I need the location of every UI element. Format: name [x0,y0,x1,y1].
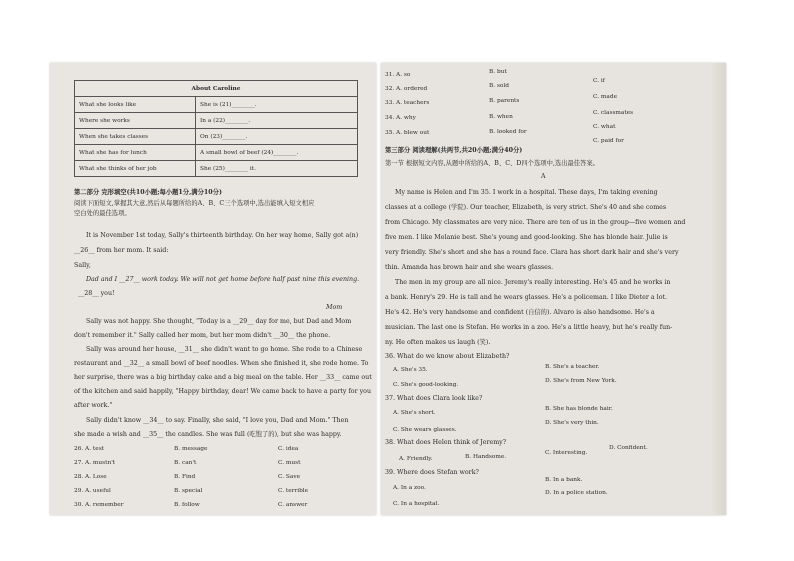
question: 37. What does Clara look like? [385,395,483,402]
option: 27. A. mustn't [74,460,116,466]
passage-line: she made a wish and __35__ the candles. She was full (吃饱了的), but she was happy. [74,431,342,438]
passage-line: Dad and I __27__ work today. We will not get home before half past nine this evening. [86,276,360,283]
table-heading: About Caroline [75,81,358,97]
option: 35. A. blew out [385,130,430,136]
question: 38. What does Helen think of Jeremy? [385,439,507,446]
option: B. sold [489,83,509,89]
table-cell: What she has for lunch [75,145,196,161]
part2-instructions-line: 阅读下面短文,掌握其大意,然后从每题所给的A、B、C三个选项中,选出能填入短文相应 [74,200,315,207]
passage-line: five men. I like Melanie best. She's young and good-looking. She has blonde hair. Julie is [385,234,668,241]
table-cell: In a (22)________. [196,113,358,129]
passage-line: Sally was around her house, __31__ she didn't want to go home. She rode to a Chinese [86,346,363,353]
passage-line: ny. He often makes us laugh (笑). [385,339,491,346]
table-row [75,97,358,113]
option: 30. A. remember [74,502,124,508]
question: 36. What do we know about Elizabeth? [385,353,510,360]
right-page [381,63,726,515]
option: B. looked for [489,129,527,135]
option: D. She's from New York. [545,378,617,384]
option: B. can't [174,460,197,466]
table-cell: A small bowl of beef (24)________. [196,145,358,161]
option: D. Confident. [609,445,648,451]
option: B. She has blonde hair. [545,406,613,412]
table-cell: What she looks like [75,97,196,113]
passage-line: Sally didn't know __34__ to say. Finally, she said, "I love you, Dad and Mom." Then [86,417,349,424]
option: A. In a zoo. [393,485,426,491]
table-cell: Where she works [75,113,196,129]
option: B. follow [174,502,200,508]
passage-line: __28__ you! [78,290,115,297]
part2-instructions-line: 空白处的最佳选项。 [74,210,131,217]
option: D. In a police station. [545,490,608,496]
table-row [75,161,358,177]
option: A. She's 35. [393,367,428,373]
option: B. She's a teacher. [545,364,600,370]
option: C. Interesting. [545,450,588,456]
left-page [50,63,376,515]
option: C. She wears glasses. [393,427,457,433]
option: C. She's good-looking. [393,382,459,388]
page-gutter [710,63,726,515]
passage-line: The men in my group are all nice. Jeremy's really interesting. He's 45 and he works in [395,279,671,286]
question: 39. Where does Stefan work? [385,469,479,476]
option: B. Handsome. [465,454,507,460]
option: C. paid for [593,138,624,144]
passage-line: My name is Helen and I'm 35. I work in a hospital. These days, I'm taking evening [395,189,658,196]
option: A. Friendly. [399,456,433,462]
option: B. but [489,69,507,75]
option: B. In a bank. [545,477,583,483]
table-cell: What she thinks of her job [75,161,196,177]
table-cell: On (23)________. [196,129,358,145]
option: C. answer [278,502,308,508]
passage-line: It is November 1st today, Sally's thirteenth birthday. On her way home, Sally got a(n) [86,232,359,239]
option: C. what [593,124,616,130]
passage-signature: Mom [326,304,343,311]
table-row [75,145,358,161]
passage-line: her surprise, there was a big birthday cake and a big meal on the table. Her __33__ came out [74,374,372,381]
option: 34. A. why [385,115,416,121]
option: C. must [278,460,301,466]
passage-line: thin. Amanda has brown hair and she wears glasses. [385,264,554,271]
table-cell: She (25)________ it. [196,161,358,177]
passage-line: after work." [74,402,113,409]
option: B. Find [174,474,196,480]
passage-line: musician. The last one is Stefan. He works in a zoo. He's a little heavy, but he's really fun- [385,324,673,331]
passage-line: Sally was not happy. She thought, "Today is a __29__ day for me, but Dad and Mom [86,318,352,325]
option: 28. A. Lose [74,474,107,480]
part3-title: 第三部分 阅读理解(共两节,共20小题;满分40分) [385,147,523,154]
about-caroline-table [74,80,358,177]
passage-label: A [541,173,546,180]
part2-title: 第二部分 完形填空(共10小题;每小题1分,满分10分) [74,189,222,196]
passage-line: don't remember it." Sally called her mom, but her mom didn't __30__ the phone. [74,332,331,339]
table-row [75,129,358,145]
option: C. terrible [278,488,309,494]
option: B. parents [489,98,520,104]
option: D. She's very thin. [545,420,599,426]
option: 31. A. so [385,72,411,78]
option: B. message [174,446,208,452]
option: C. classmates [593,110,634,116]
passage-line: Sally, [74,262,91,269]
option: C. Save [278,474,301,480]
option: 29. A. useful [74,488,111,494]
option: A. She's short. [393,410,436,416]
option: C. if [593,78,605,84]
option: B. special [174,488,203,494]
option: C. In a hospital. [393,501,440,507]
option: B. when [489,114,513,120]
passage-line: He's 42. He's very handsome and confident (自信的). Alvaro is also handsome. He's a [385,309,655,316]
passage-line: from Chicago. My classmates are very nice. There are ten of us in the group—five women and [385,219,686,226]
option: 32. A. ordered [385,86,428,92]
option: C. idea [278,446,299,452]
table-cell: When she takes classes [75,129,196,145]
passage-line: __26__ from her mom. It said: [74,247,169,254]
option: 33. A. teachers [385,100,430,106]
option: 26. A. test [74,446,104,452]
table-cell: She is (21)________. [196,97,358,113]
passage-line: very friendly. She's short and she has a round face. Clara has short dark hair and she's very [385,249,679,256]
passage-line: restaurant and __32__ a small bowl of beef noodles. When she finished it, she rode home. To [74,360,369,367]
passage-line: a bank. Henry's 29. He is tall and he wears glasses. He's a policeman. I like Dieter a lot. [385,294,668,301]
table-row [75,113,358,129]
passage-line: classes at a college (学院). Our teacher, Elizabeth, is very strict. She's 40 and she comes [385,204,667,211]
part3-section-instructions: 第一节 根据短文内容,从题中所给的A、B、C、D四个选项中,选出最佳答案。 [385,160,599,167]
option: C. made [593,94,618,100]
passage-line: of the kitchen and said happily, "Happy birthday, dear! We came back to have a party for you [74,388,372,395]
